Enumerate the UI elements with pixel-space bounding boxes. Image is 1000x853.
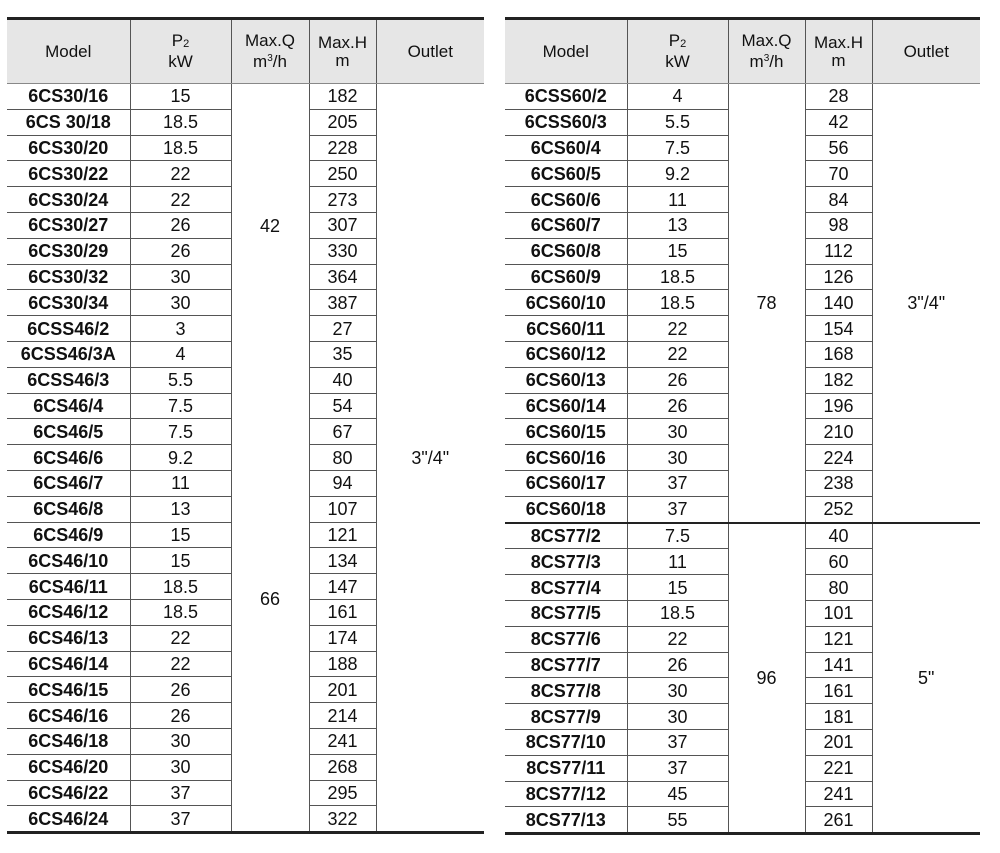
p2-cell: 37 [627,729,728,755]
maxh-cell: 241 [309,728,376,754]
maxh-cell: 322 [309,806,376,833]
model-cell: 8CS77/9 [505,704,627,730]
header-maxq-label: Max.Q [741,31,792,50]
maxh-cell: 182 [805,367,872,393]
model-cell: 6CSS46/3 [7,367,130,393]
p2-cell: 13 [130,496,231,522]
model-cell: 6CS30/22 [7,161,130,187]
maxh-cell: 182 [309,84,376,110]
model-cell: 8CS77/2 [505,523,627,549]
header-p2 [130,19,231,84]
p2-cell: 30 [627,704,728,730]
maxh-cell: 330 [309,238,376,264]
maxh-cell: 40 [309,367,376,393]
maxh-cell: 250 [309,161,376,187]
maxh-cell: 40 [805,523,872,549]
maxh-cell: 181 [805,704,872,730]
model-cell: 6CS30/16 [7,84,130,110]
maxh-cell: 54 [309,393,376,419]
header-outlet: Outlet [872,19,980,84]
model-cell: 6CS30/29 [7,238,130,264]
model-cell: 6CS46/4 [7,393,130,419]
p2-cell: 9.2 [130,445,231,471]
p2-cell: 11 [627,549,728,575]
maxh-cell: 174 [309,625,376,651]
model-cell: 8CS77/7 [505,652,627,678]
header-maxh-label: Max.H [317,32,368,52]
header-p2-unit: kW [168,52,193,71]
model-cell: 6CS30/27 [7,212,130,238]
model-cell: 6CS46/11 [7,574,130,600]
model-cell: 6CS46/8 [7,496,130,522]
model-cell: 6CS30/24 [7,187,130,213]
p2-cell: 26 [130,703,231,729]
p2-cell: 30 [130,290,231,316]
p2-cell: 15 [130,548,231,574]
maxh-cell: 221 [805,755,872,781]
model-cell: 6CS46/24 [28,808,109,829]
p2-cell: 37 [130,780,231,806]
model-cell: 6CSS60/2 [505,84,627,110]
left-spec-table [7,17,484,834]
p2-cell: 18.5 [130,135,231,161]
model-cell: 6CS46/10 [7,548,130,574]
p2-cell: 30 [627,419,728,445]
model-cell: 6CS46/14 [7,651,130,677]
model-cell: 8CS77/4 [505,575,627,601]
header-p2-unit: kW [665,52,690,71]
maxh-cell: 224 [805,445,872,471]
p2-cell: 18.5 [130,599,231,625]
p2-cell: 4 [130,341,231,367]
header-maxh [309,19,376,84]
header-maxq-unit-tail: /h [769,52,784,71]
p2-cell: 37 [130,806,231,833]
p2-cell: 18.5 [627,290,728,316]
p2-cell: 5.5 [130,367,231,393]
maxq-cell: 78 [728,84,805,523]
p2-cell: 30 [130,264,231,290]
table-row [505,523,980,549]
p2-cell: 3 [130,316,231,342]
p2-cell: 45 [627,781,728,807]
maxh-cell: 70 [805,161,872,187]
p2-cell: 18.5 [130,574,231,600]
model-cell: 6CS46/12 [7,599,130,625]
right-spec-table [505,17,980,835]
model-cell: 6CS60/7 [505,212,627,238]
header-outlet: Outlet [376,19,484,84]
model-cell: 6CS46/22 [7,780,130,806]
p2-cell: 22 [130,625,231,651]
model-cell: 6CS60/11 [505,316,627,342]
maxh-cell: 201 [805,729,872,755]
table-row [7,84,484,110]
maxq-cell: 66 [231,367,309,832]
maxh-cell: 161 [805,678,872,704]
model-cell: 6CS60/10 [505,290,627,316]
model-cell: 8CS77/12 [505,781,627,807]
p2-cell: 37 [627,496,728,522]
header-maxh-unit: m [831,50,846,70]
p2-cell: 11 [130,470,231,496]
maxh-cell: 210 [805,419,872,445]
p2-cell: 22 [130,651,231,677]
p2-cell: 26 [627,652,728,678]
model-cell: 6CS46/6 [7,445,130,471]
maxh-cell: 140 [805,290,872,316]
outlet-cell: 3"/4" [872,84,980,523]
maxh-cell: 273 [309,187,376,213]
p2-cell: 7.5 [627,135,728,161]
model-cell: 8CS77/6 [505,626,627,652]
model-cell: 8CS77/5 [505,600,627,626]
p2-cell: 13 [627,212,728,238]
p2-cell: 15 [627,575,728,601]
maxh-cell: 188 [309,651,376,677]
p2-cell: 26 [130,677,231,703]
header-model: Model [505,19,627,84]
p2-cell: 30 [130,728,231,754]
p2-cell: 15 [130,84,231,110]
header-p2-symbol: P [171,31,184,50]
header-maxq-label: Max.Q [244,31,296,50]
model-cell: 6CS60/6 [505,187,627,213]
table-row [505,84,980,110]
p2-cell: 7.5 [130,393,231,419]
right-table-body [505,84,980,834]
maxh-cell: 241 [805,781,872,807]
header-maxq-unit-sup: 3 [763,53,770,64]
p2-cell: 11 [627,187,728,213]
model-cell: 6CS30/20 [7,135,130,161]
model-cell: 8CS77/3 [505,549,627,575]
maxh-cell: 261 [805,807,872,834]
model-cell: 6CS60/16 [505,445,627,471]
model-cell: 8CS77/10 [505,729,627,755]
maxh-cell: 80 [805,575,872,601]
maxh-cell: 134 [309,548,376,574]
p2-cell: 26 [130,212,231,238]
model-cell: 8CS77/8 [505,678,627,704]
p2-cell: 9.2 [627,161,728,187]
model-cell: 6CS 30/18 [7,109,130,135]
maxh-cell: 364 [309,264,376,290]
p2-cell: 15 [130,522,231,548]
p2-cell: 22 [130,187,231,213]
maxh-cell: 154 [805,316,872,342]
maxh-cell: 295 [309,780,376,806]
header-maxh-unit: m [335,50,350,70]
maxh-cell: 56 [805,135,872,161]
maxh-cell: 107 [309,496,376,522]
model-cell: 6CS46/13 [7,625,130,651]
maxh-cell: 94 [309,470,376,496]
header-maxq-unit-sup: 3 [267,53,273,64]
p2-cell: 30 [627,678,728,704]
header-maxq [728,19,805,84]
maxq-cell: 96 [728,523,805,834]
maxh-cell: 27 [309,316,376,342]
model-cell: 6CS60/18 [525,499,606,520]
model-cell: 6CS46/16 [7,703,130,729]
maxh-cell: 201 [309,677,376,703]
outlet-cell: 5" [872,523,980,834]
header-maxq-unit-base: m [749,52,764,71]
outlet-cell: 3"/4" [376,84,484,833]
right-table-header [505,19,980,84]
header-p2-subscript: 2 [680,38,687,50]
maxh-cell: 147 [309,574,376,600]
maxh-cell: 28 [805,84,872,110]
header-maxq [231,19,309,84]
header-p2-subscript: 2 [183,38,190,50]
model-cell: 6CS60/17 [505,470,627,496]
maxh-cell: 60 [805,549,872,575]
model-cell: 6CS46/9 [7,522,130,548]
maxh-cell: 387 [309,290,376,316]
model-cell: 6CS60/14 [505,393,627,419]
p2-cell: 4 [627,84,728,110]
model-cell: 6CS60/4 [505,135,627,161]
model-cell: 6CS60/8 [505,238,627,264]
p2-cell: 7.5 [130,419,231,445]
model-cell: 6CS60/5 [505,161,627,187]
p2-cell: 22 [627,341,728,367]
p2-cell: 18.5 [627,600,728,626]
p2-cell: 30 [627,445,728,471]
maxh-cell: 84 [805,187,872,213]
maxh-cell: 101 [805,600,872,626]
model-cell: 6CSS46/2 [7,316,130,342]
maxh-cell: 196 [805,393,872,419]
maxh-cell: 307 [309,212,376,238]
p2-cell: 15 [627,238,728,264]
maxh-cell: 238 [805,470,872,496]
maxh-cell: 141 [805,652,872,678]
p2-cell: 37 [627,470,728,496]
maxh-cell: 112 [805,238,872,264]
maxh-cell: 161 [309,599,376,625]
p2-cell: 37 [627,755,728,781]
maxh-cell: 252 [805,496,872,522]
maxh-cell: 35 [309,341,376,367]
p2-cell: 55 [627,807,728,834]
maxh-cell: 121 [805,626,872,652]
maxh-cell: 214 [309,703,376,729]
header-maxh-label: Max.H [813,32,864,52]
maxh-cell: 168 [805,341,872,367]
p2-cell: 30 [130,754,231,780]
model-cell: 8CS77/11 [505,755,627,781]
model-cell: 6CSS46/3A [7,341,130,367]
p2-cell: 7.5 [627,523,728,549]
header-p2-symbol: P [668,31,681,50]
header-maxq-unit-tail: /h [272,52,287,71]
maxq-cell: 42 [231,84,309,368]
model-cell: 6CS46/5 [7,419,130,445]
model-cell: 8CS77/13 [525,809,606,830]
model-cell: 6CS46/15 [7,677,130,703]
model-cell: 6CS60/13 [505,367,627,393]
header-maxh [805,19,872,84]
model-cell: 6CS30/32 [7,264,130,290]
p2-cell: 22 [627,626,728,652]
maxh-cell: 121 [309,522,376,548]
left-table-body [7,84,484,833]
left-table-header [7,19,484,84]
model-cell: 6CS46/20 [7,754,130,780]
p2-cell: 26 [130,238,231,264]
maxh-cell: 98 [805,212,872,238]
maxh-cell: 126 [805,264,872,290]
model-cell: 6CS46/18 [7,728,130,754]
maxh-cell: 228 [309,135,376,161]
header-model: Model [7,19,130,84]
header-maxq-unit-base: m [253,52,268,71]
p2-cell: 5.5 [627,109,728,135]
p2-cell: 18.5 [130,109,231,135]
maxh-cell: 268 [309,754,376,780]
p2-cell: 22 [130,161,231,187]
maxh-cell: 42 [805,109,872,135]
model-cell: 6CS46/7 [7,470,130,496]
model-cell: 6CSS60/3 [505,109,627,135]
model-cell: 6CS30/34 [7,290,130,316]
model-cell: 6CS60/12 [505,341,627,367]
maxh-cell: 67 [309,419,376,445]
model-cell: 6CS60/9 [505,264,627,290]
header-p2 [627,19,728,84]
p2-cell: 26 [627,367,728,393]
maxh-cell: 205 [309,109,376,135]
model-cell: 6CS60/15 [505,419,627,445]
p2-cell: 22 [627,316,728,342]
p2-cell: 26 [627,393,728,419]
p2-cell: 18.5 [627,264,728,290]
maxh-cell: 80 [309,445,376,471]
